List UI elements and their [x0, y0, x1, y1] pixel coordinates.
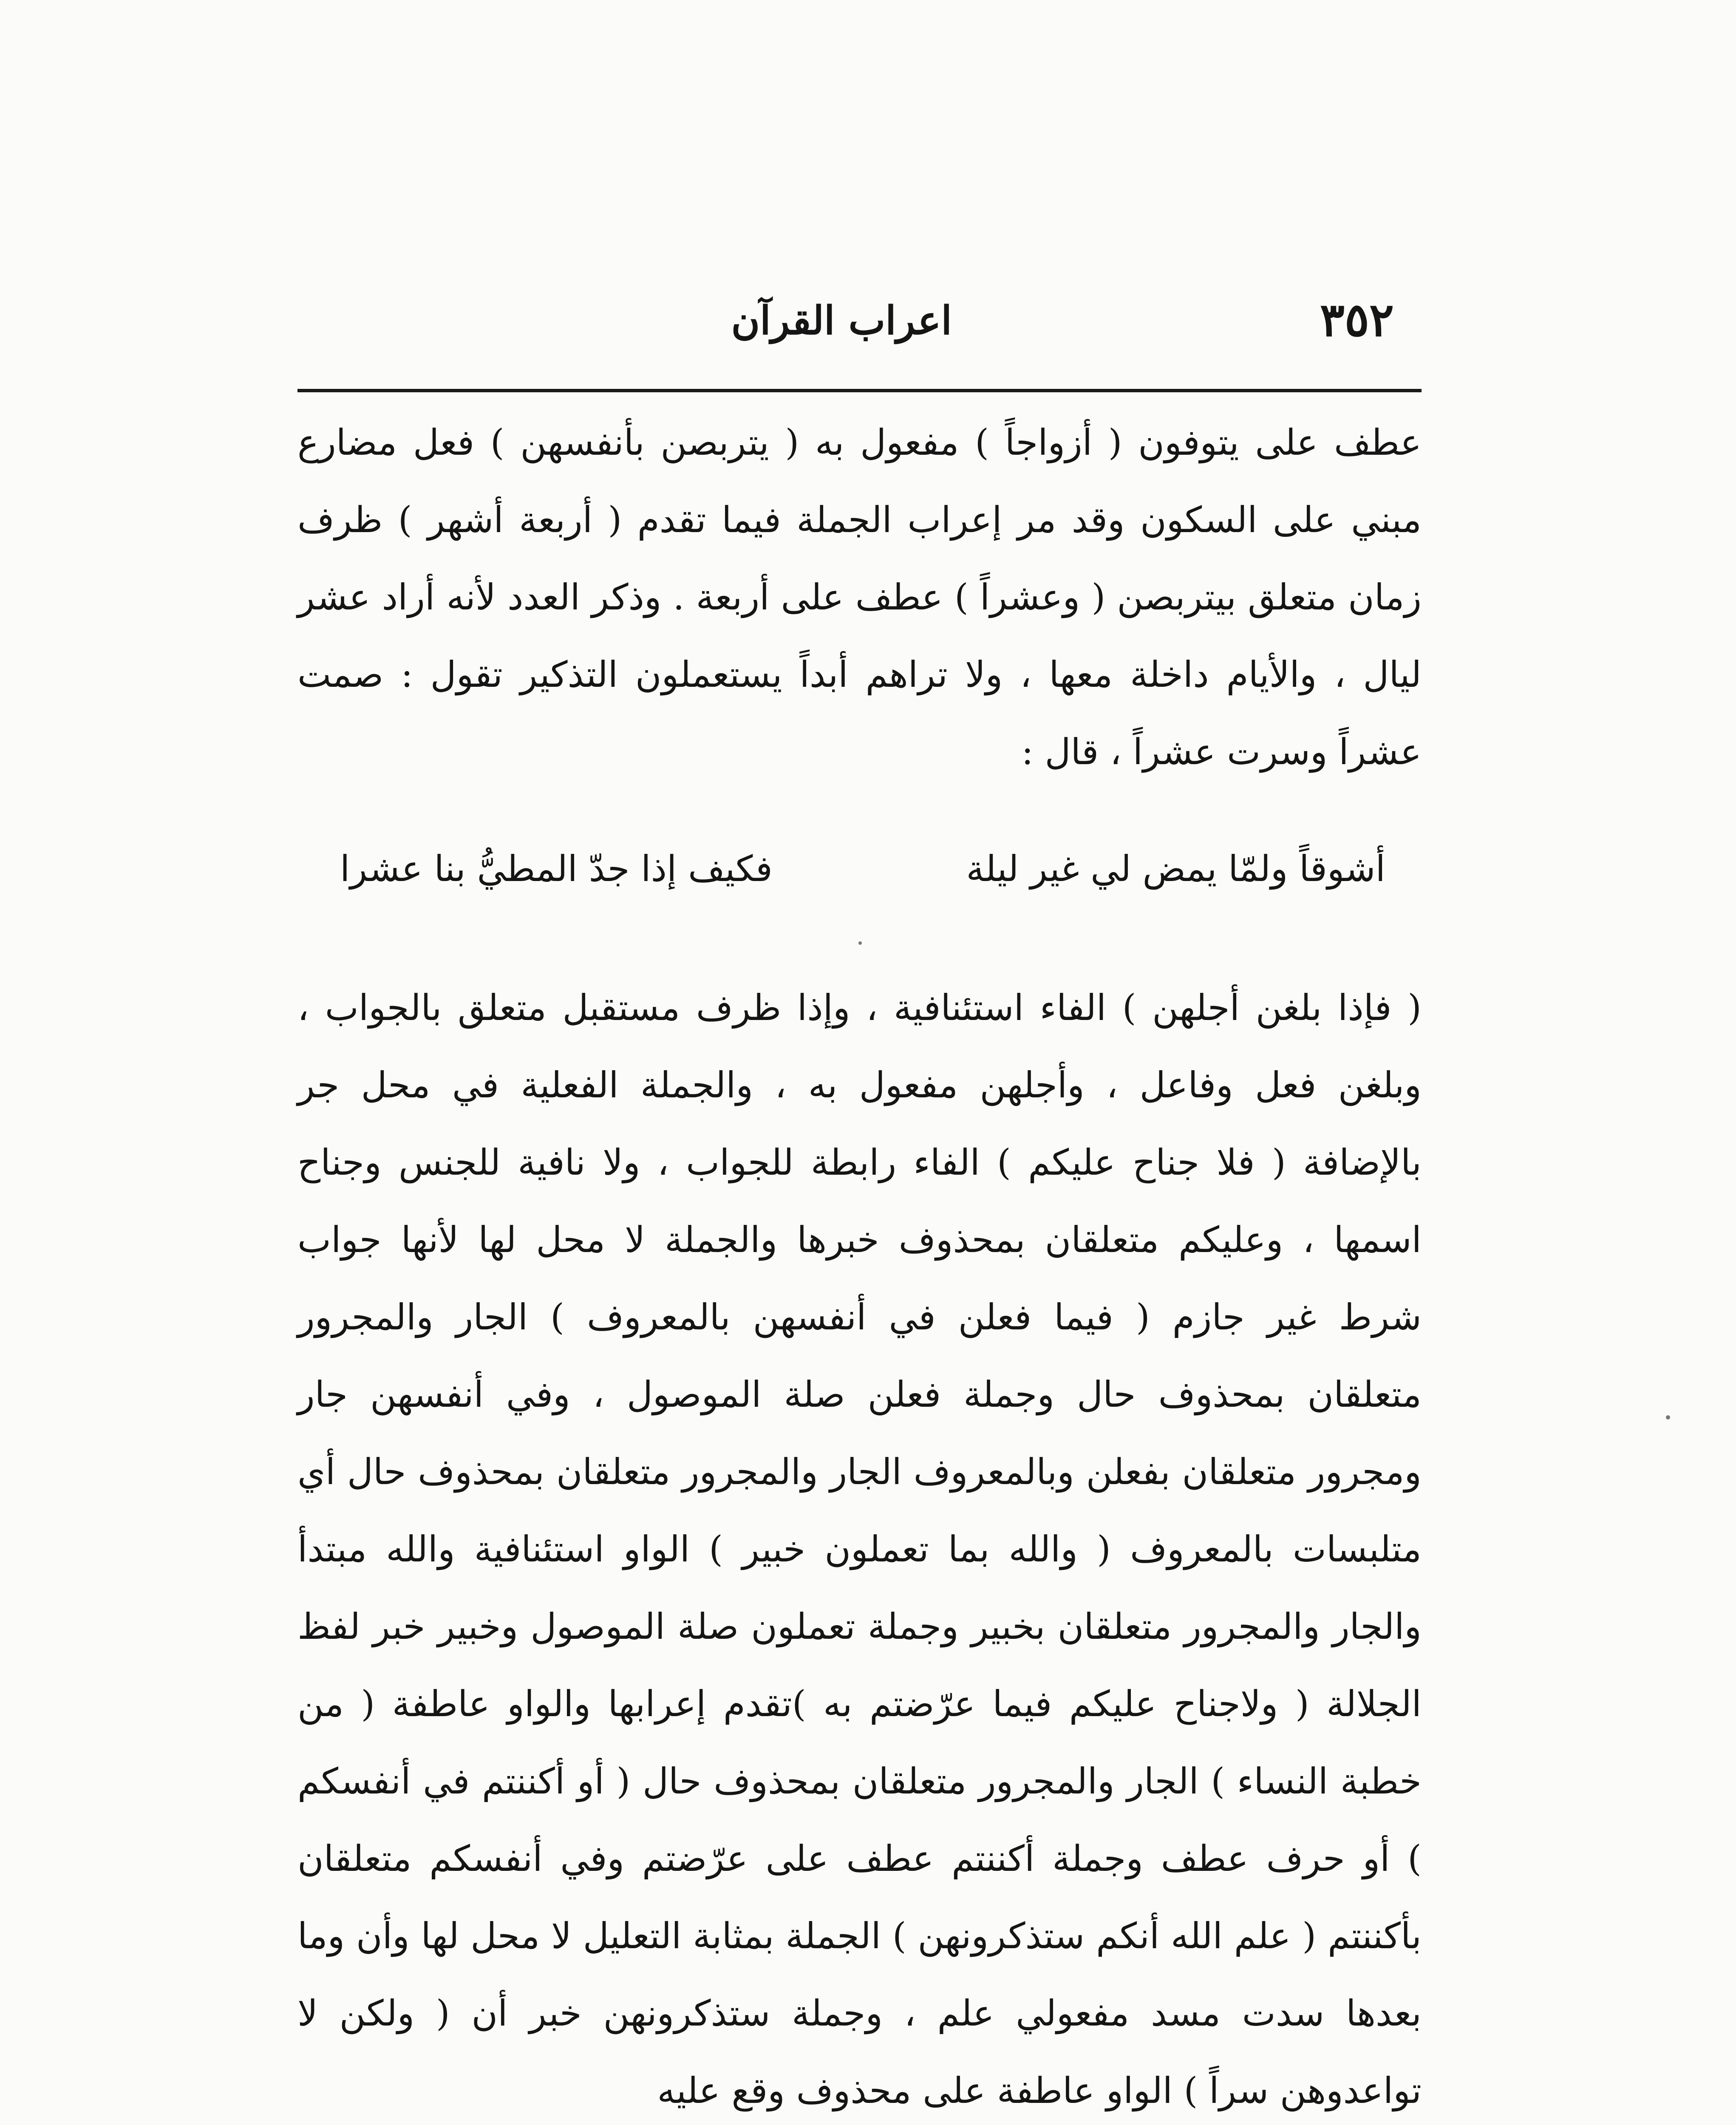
header-rule: [297, 389, 1422, 392]
poetry-verse: [331, 848, 1385, 916]
verse-hemistich-1: أشوقاً ولمّا يمض لي غير ليلة: [966, 848, 1385, 890]
paragraph-2: [297, 969, 1422, 2125]
paragraph-2-text: ( فإذا بلغن أجلهن ) الفاء استئنافية ، وإذا ظرف مستقبل متعلق بالجواب ، وبلغن فعل وفاعل ، وأجلهن مفعول به ، والجملة الفعلية في محل جر بالإضافة ( فلا جناح عليكم ) الفاء رابطة للجواب ، ولا نافية للجنس وجناح اسمها ، وعليكم متعلقان بمحذوف خبرها والجملة لا محل لها لأنها جواب شرط غير جازم ( فيما فعلن في أنفسهن بالمعروف ) الجار والمجرور متعلقان بمحذوف حال وجملة فعلن صلة الموصول ، وفي أنفسهن جار ومجرور متعلقان بفعلن وبالمعروف الجار والمجرور متعلقان بمحذوف حال أي متلبسات بالمعروف ( والله بما تعملون خبير ) الواو استئنافية والله مبتدأ والجار والمجرور متعلقان بخبير وجملة تعملون صلة الموصول وخبير خبر لفظ الجلالة ( ولاجناح عليكم فيما عرّضتم به )تقدم إعرابها والواو عاطفة ( من خطبة النساء ) الجار والمجرور متعلقان بمحذوف حال ( أو أكننتم في أنفسكم ) أو حرف عطف وجملة أكننتم عطف على عرّضتم وفي أنفسكم متعلقان بأكننتم ( علم الله أنكم ستذكرونهن ) الجملة بمثابة التعليل لا محل لها وأن وما بعدها سدت مسد مفعولي علم ، وجملة ستذكرونهن خبر أن ( ولكن لا تواعدوهن سراً ) الواو عاطفة على محذوف وقع عليه: [297, 987, 1422, 2111]
scan-speck: [1666, 1415, 1670, 1420]
page-header: [297, 293, 1419, 353]
running-title: اعراب القرآن: [731, 298, 952, 343]
paragraph-1-text: عطف على يتوفون ( أزواجاً ) مفعول به ( يتربصن بأنفسهن ) فعل مضارع مبني على السكون وقد مر إعراب الجملة فيما تقدم ( أربعة أشهر ) ظرف زمان متعلق بيتربصن ( وعشراً ) عطف على أربعة . وذكر العدد لأنه أراد عشر ليال ، والأيام داخلة معها ، ولا تراهم أبداً يستعملون التذكير تقول : صمت عشراً وسرت عشراً ، قال :: [297, 422, 1422, 773]
scan-speck: [858, 941, 862, 945]
verse-hemistich-2: فكيف إذا جدّ المطيُّ بنا عشرا: [340, 848, 773, 890]
page-number: ٣٥٢: [1320, 293, 1394, 347]
paragraph-1: [297, 404, 1422, 790]
